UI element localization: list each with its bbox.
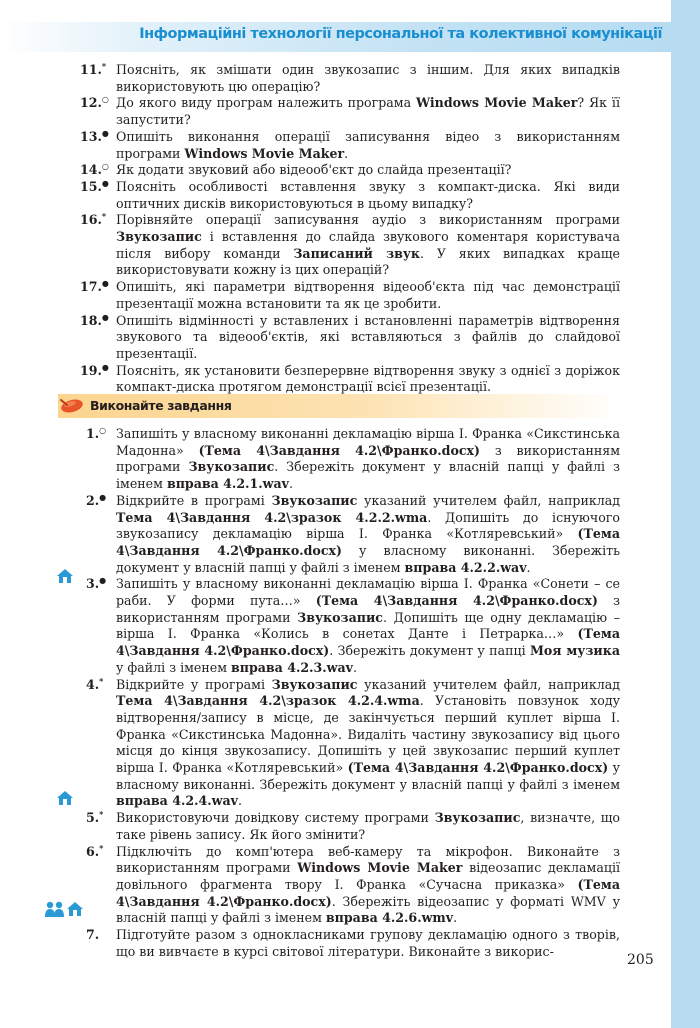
task-5: 5.* Використовуючи довідкову систему програми Звукозапис, визначте, що таке рівень запису. Як його змінити? (86, 809, 620, 842)
question-16: 16.* Порівняйте операції записування аудіо з використанням програми Звукозапис і вставлення до слайда звукового коментаря користувача після вибору команди Записаний звук. У яких випадках краще використовувати кожну із цих операцій? (80, 211, 620, 278)
home-icon (66, 900, 84, 918)
task-6: 6.* Підключіть до комп'ютера веб-камеру та мікрофон. Виконайте з використанням програми Windows Movie Maker відеозапис декламації довільного фрагмента твору І. Франка «Сучасна приказка» (Тема 4\Завдання 4.2\Франко.docx). Збережіть відеозапис у форматі WMV у власній папці у файлі з іменем вправа 4.2.6.wmv. (86, 842, 620, 926)
question-19: 19.● Поясніть, як установити безперервне відтворення звуку з однієї з доріжок компакт-диска протягом демонстрації всієї презентації. (80, 361, 620, 395)
questions-list (80, 62, 620, 396)
task-2: 2.● Відкрийте в програмі Звукозапис указаний учителем файл, наприклад Тема 4\Завдання 4.2\зразок 4.2.2.wma. Допишіть до існуючого звукозапису декламацію вірша І. Франка «Котляревський» (Тема 4\Завдання 4.2\Франко.docx) у власному виконанні. Збережіть документ у власній папці у файлі з іменем вправа 4.2.2.wav. (86, 491, 621, 575)
question-15: 15.● Поясніть особливості вставлення звуку з компакт-диска. Які види оптичних дисків використовуються в цьому випадку? (80, 177, 620, 211)
eraser-pencil-icon (58, 396, 84, 414)
running-header: Інформаційні технології персональної та колективної комунікації (139, 26, 662, 42)
home-icon (56, 789, 74, 807)
question-17: 17.● Опишіть, які параметри відтворення відеооб'єкта під час демонстрації презентації можна встановити та як це зробити. (80, 278, 620, 311)
tasks-list (86, 426, 620, 961)
task-4: 4.* Відкрийте у програмі Звукозапис указаний учителем файл, наприклад Тема 4\Завдання 4.2\зразок 4.2.4.wma. Установіть повзунок ходу відтворення/запису в місце, де закінчується перший куплет вірша І. Франка «Сикстинська Мадонна». Видаліть частину звукозапису від цього місця до кінця звукозапису. Допишіть у цей звукозапис перший куплет вірша І. Франка «Котляревський» (Тема 4\Завдання 4.2\Франко.docx) у власному виконанні. Збережіть документ у власній папці у файлі з іменем вправа 4.2.4.wav. (86, 675, 620, 809)
question-12: 12.○ До якого виду програм належить програма Windows Movie Maker? Як її запустити? (80, 94, 620, 128)
task-1: 1.○ Запишіть у власному виконанні декламацію вірша І. Франка «Сикстинська Мадонна» (Тема 4\Завдання 4.2\Франко.docx) з використанням програми Звукозапис. Збережіть документ у власній папці у файлі з іменем вправа 4.2.1.wav. (86, 425, 620, 492)
task-3: 3.● Запишіть у власному виконанні декламацію вірша І. Франка «Сонети – се раби. У форми пута…» (Тема 4\Завдання 4.2\Франко.docx) з використанням програми Звукозапис. Допишіть ще одну декламацію – вірша І. Франка «Колись в сонетах Данте і Петрарка…» (Тема 4\Завдання 4.2\Франко.docx). Збережіть документ у папці Моя музика у файлі з іменем вправа 4.2.3.wav. (86, 575, 620, 675)
question-13: 13.● Опишіть виконання операції записування відео з використанням програми Windows Movie Maker. (80, 127, 620, 161)
page-number: 205 (627, 952, 654, 968)
question-11: 11.* Поясніть, як змішати один звукозапис з іншим. Для яких випадків використовують цю операцію? (80, 61, 620, 94)
section-title: Виконайте завдання (90, 398, 232, 413)
home-icon (56, 567, 74, 585)
question-14: 14.○ Як додати звуковий або відеооб'єкт до слайда презентації? (80, 161, 512, 178)
group-work-icon (44, 900, 66, 918)
question-18: 18.● Опишіть відмінності у вставлених і встановленні параметрів відтворення звукового та відеооб'єктів, які вставляються з файлів до слайдової презентації. (80, 311, 620, 361)
side-strip (671, 0, 700, 1028)
task-7: 7. Підготуйте разом з однокласниками групову декламацію одного з творів, що ви вивчаєте в курсі світової літератури. Виконайте з викорис- (86, 927, 620, 959)
